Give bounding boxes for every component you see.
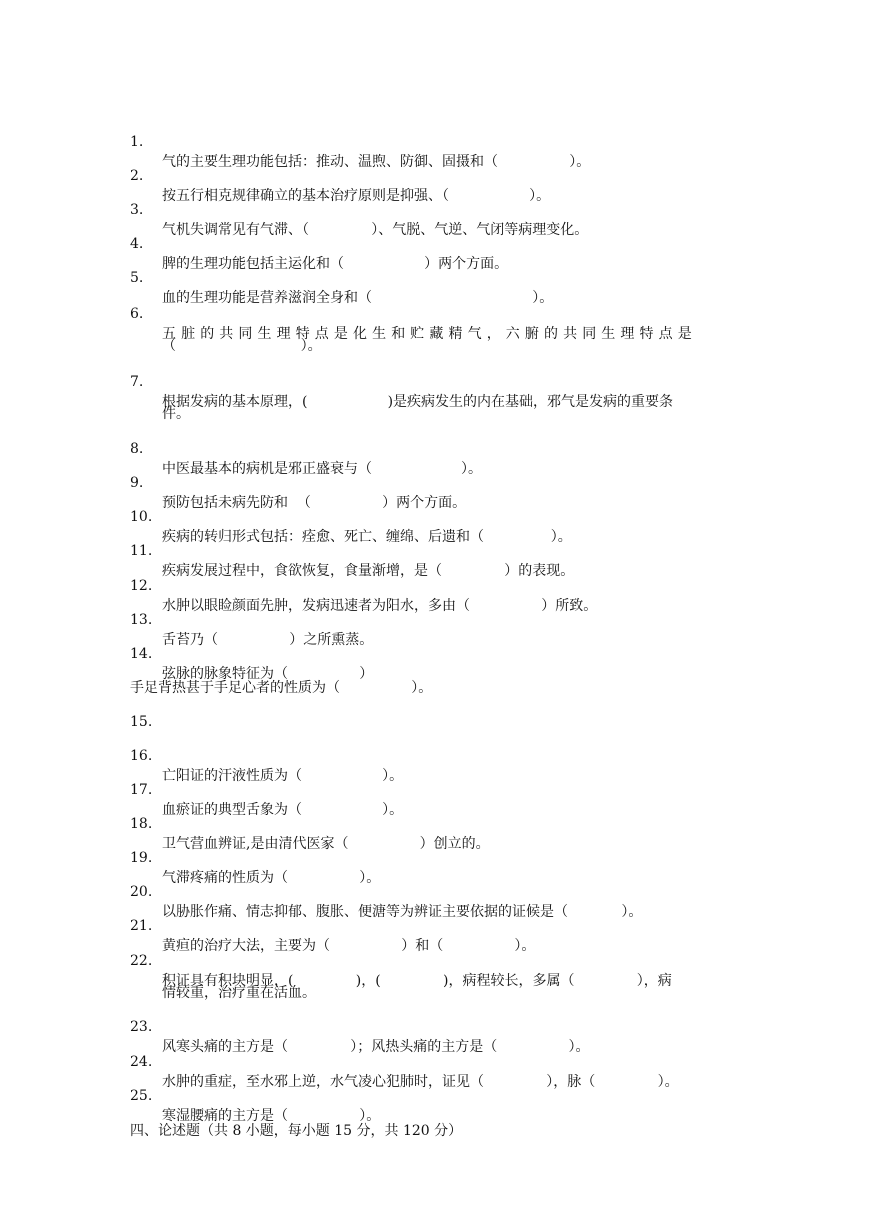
question-number: 11.	[130, 543, 153, 559]
question-number: 10.	[130, 509, 153, 525]
question-number: 14.	[130, 646, 153, 662]
question-number: 22.	[130, 953, 153, 969]
question-number: 21.	[130, 918, 153, 934]
question-text: 中医最基本的病机是邪正盛衰与（ ）。	[162, 461, 483, 477]
question-text: 疾病发展过程中，食欲恢复，食量渐增，是（ ）的表现。	[162, 563, 575, 579]
question-text: 气的主要生理功能包括：推动、温煦、防御、固摄和（ ）。	[162, 154, 591, 170]
question-text: 亡阳证的汗液性质为（ ）。	[162, 768, 404, 784]
question-text: 风寒头痛的主方是（ ）；风热头痛的主方是（ ）。	[162, 1039, 590, 1055]
question-text-continuation: 情较重，治疗重在活血。	[162, 985, 316, 1001]
question-number: 2.	[130, 168, 144, 184]
question-number: 24.	[130, 1054, 153, 1070]
question-number: 6.	[130, 306, 144, 322]
question-text: 血的生理功能是营养滋润全身和（ ）。	[162, 290, 554, 306]
question-text: 水肿的重症，至水邪上逆，水气凌心犯肺时，证见（ ），脉（ ）。	[162, 1074, 679, 1090]
question-number: 13.	[130, 612, 153, 628]
question-number: 7.	[130, 374, 144, 390]
question-text: 弦脉的脉象特征为（ ）	[162, 666, 374, 682]
question-number: 17.	[130, 782, 153, 798]
question-number: 25.	[130, 1088, 153, 1104]
question-text: 血瘀证的典型舌象为（ ）。	[162, 802, 404, 818]
question-text: 气滞疼痛的性质为（ ）。	[162, 870, 381, 886]
question-text: 五脏的共同生理特点是化生和贮藏精气，六腑的共同生理特点是	[162, 326, 697, 342]
question-number: 3.	[130, 202, 144, 218]
question-text: 疾病的转归形式包括：痊愈、死亡、缠绵、后遗和（ ）。	[162, 529, 572, 545]
question-number: 5.	[130, 270, 144, 286]
question-text: 气机失调常见有气滞、（ ）、气脱、气逆、气闭等病理变化。	[162, 222, 589, 238]
question-text: 按五行相克规律确立的基本治疗原则是抑强、（ ）。	[162, 188, 551, 204]
question-text: 积证具有积块明显，( )，( )，病程较长，多属（ ），病	[162, 973, 672, 989]
question-text-continuation: （ ）。	[162, 338, 322, 354]
question-text: 黄疸的治疗大法，主要为（ ）和（ ）。	[162, 938, 536, 954]
question-number: 8.	[130, 441, 144, 457]
question-number: 20.	[130, 884, 153, 900]
question-number: 18.	[130, 816, 153, 832]
question-text: 脾的生理功能包括主运化和（ ）两个方面。	[162, 256, 509, 272]
question-text: 根据发病的基本原理，( )是疾病发生的内在基础，邪气是发病的重要条	[162, 394, 674, 410]
question-text: 寒湿腰痛的主方是（ ）。	[162, 1108, 381, 1124]
question-text: 手足背热甚于手足心者的性质为（ ）。	[130, 680, 433, 696]
question-number: 19.	[130, 850, 153, 866]
question-text: 水肿以眼睑颜面先肿，发病迅速者为阳水，多由（ ）所致。	[162, 598, 598, 614]
question-number: 1.	[130, 134, 144, 150]
question-text: 预防包括未病先防和 （ ）两个方面。	[162, 495, 467, 511]
question-text-continuation: 件。	[162, 406, 190, 422]
question-number: 9.	[130, 475, 144, 491]
question-text: 以胁胀作痛、情志抑郁、腹胀、便溏等为辨证主要依据的证候是（ ）。	[162, 904, 643, 920]
question-number: 15.	[130, 714, 153, 730]
question-text: 舌苔乃（ ）之所熏蒸。	[162, 632, 374, 648]
question-number: 16.	[130, 748, 153, 764]
question-number: 23.	[130, 1019, 153, 1035]
section-heading-text: 四、论述题（共 8 小题，每小题 15 分，共 120 分）	[130, 1123, 463, 1139]
question-text: 卫气营血辨证,是由清代医家（ ）创立的。	[162, 836, 490, 852]
question-number: 12.	[130, 578, 153, 594]
question-number: 4.	[130, 236, 144, 252]
